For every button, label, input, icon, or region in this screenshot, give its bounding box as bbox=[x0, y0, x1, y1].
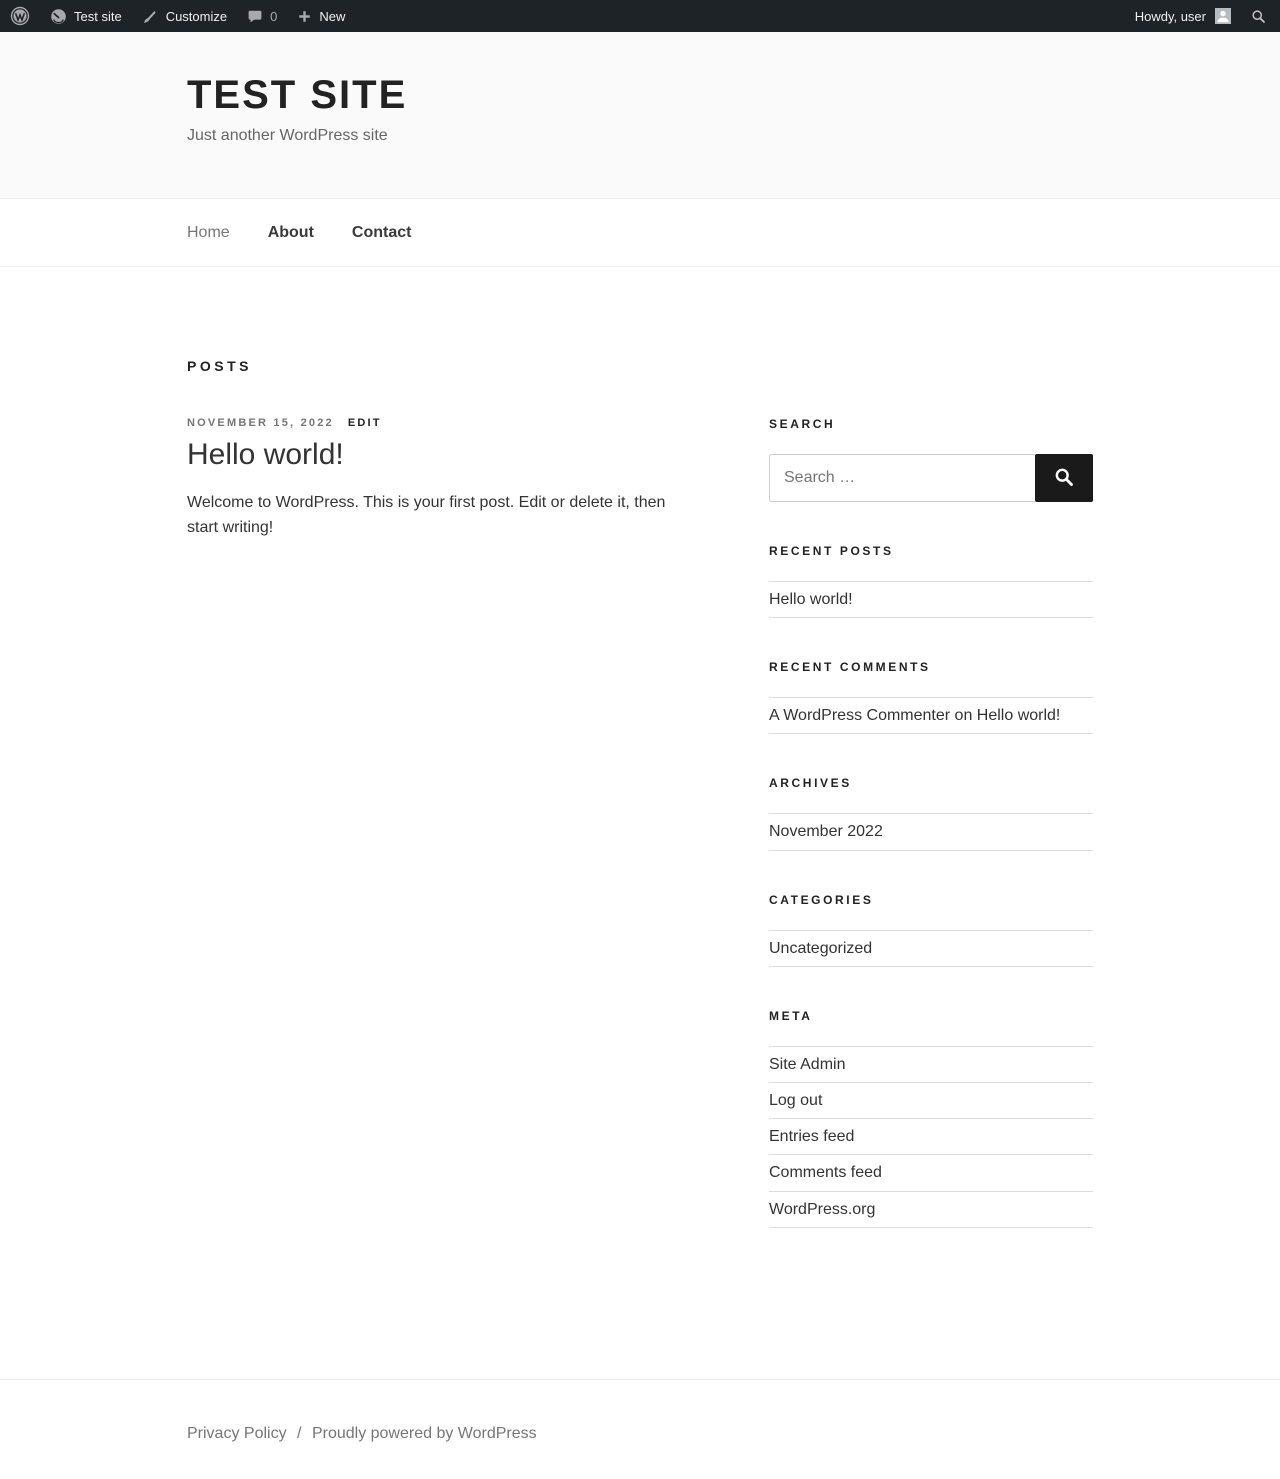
search-icon bbox=[1053, 466, 1075, 491]
widget-recent-posts-title: RECENT POSTS bbox=[769, 544, 894, 558]
list-item bbox=[769, 1083, 1093, 1119]
sidebar bbox=[769, 418, 1093, 1271]
site-footer bbox=[0, 1379, 1280, 1479]
widget-archives-title: ARCHIVES bbox=[769, 776, 852, 791]
search-submit-button[interactable] bbox=[1035, 454, 1093, 502]
site-header bbox=[0, 32, 1280, 198]
dashboard-gauge-icon bbox=[50, 8, 67, 25]
admin-bar-right bbox=[1125, 0, 1280, 32]
search-form bbox=[769, 454, 1093, 502]
list-item bbox=[769, 1192, 1093, 1228]
list-item bbox=[769, 698, 1093, 734]
post-meta bbox=[187, 417, 693, 430]
comment-connector: on bbox=[950, 707, 977, 725]
plus-icon bbox=[297, 9, 312, 24]
category-link[interactable]: Uncategorized bbox=[769, 939, 873, 957]
widget-meta bbox=[769, 1010, 1093, 1228]
adminbar-site-label: Test site bbox=[74, 8, 122, 24]
widget-recent-comments bbox=[769, 661, 1093, 734]
avatar bbox=[1215, 8, 1231, 24]
nav-item-home[interactable]: Home bbox=[187, 223, 230, 241]
post-title-link[interactable]: Hello world! bbox=[187, 438, 344, 472]
wordpress-logo-icon bbox=[10, 6, 30, 26]
post-excerpt: Welcome to WordPress. This is your first post. Edit or delete it, then start writing! bbox=[187, 493, 666, 537]
list-item bbox=[769, 1155, 1093, 1191]
widget-search bbox=[769, 418, 1093, 502]
post-date-link[interactable]: NOVEMBER 15, 2022 bbox=[187, 417, 334, 429]
list-item bbox=[769, 582, 1093, 618]
widget-recent-comments-title: RECENT COMMENTS bbox=[769, 660, 931, 675]
adminbar-search[interactable] bbox=[1241, 0, 1276, 32]
search-input[interactable] bbox=[769, 454, 1035, 502]
nav-item-about[interactable]: About bbox=[267, 223, 314, 241]
recent-post-link[interactable]: Hello world! bbox=[769, 591, 853, 608]
paintbrush-icon bbox=[142, 8, 159, 25]
comment-count: 0 bbox=[270, 8, 278, 24]
list-item bbox=[769, 1047, 1093, 1083]
adminbar-customize[interactable] bbox=[132, 0, 237, 32]
adminbar-new-label: New bbox=[319, 8, 346, 24]
meta-entries-feed-link[interactable]: Entries feed bbox=[769, 1128, 855, 1146]
archive-link[interactable]: November 2022 bbox=[769, 823, 883, 841]
meta-site-admin-link[interactable]: Site Admin bbox=[769, 1055, 846, 1073]
post-article bbox=[187, 417, 693, 541]
post-edit-link[interactable]: EDIT bbox=[347, 417, 382, 429]
adminbar-my-account[interactable] bbox=[1125, 0, 1241, 32]
list-item bbox=[769, 1119, 1093, 1155]
powered-by-link[interactable]: Proudly powered by WordPress bbox=[311, 1424, 537, 1442]
adminbar-site-name[interactable] bbox=[40, 0, 132, 32]
meta-log-out-link[interactable]: Log out bbox=[769, 1091, 823, 1109]
privacy-policy-link[interactable]: Privacy Policy bbox=[187, 1424, 287, 1442]
posts-column bbox=[187, 359, 693, 1271]
list-item bbox=[769, 814, 1093, 850]
admin-bar bbox=[0, 0, 1280, 32]
adminbar-customize-label: Customize bbox=[165, 8, 228, 24]
widget-recent-posts bbox=[769, 545, 1093, 618]
meta-wordpress-org-link[interactable]: WordPress.org bbox=[769, 1200, 876, 1218]
site-tagline: Just another WordPress site bbox=[187, 127, 388, 144]
comment-author-link[interactable]: A WordPress Commenter bbox=[769, 707, 951, 725]
comment-bubble-icon bbox=[247, 8, 263, 24]
main-nav bbox=[0, 198, 1280, 267]
nav-item-contact[interactable]: Contact bbox=[351, 223, 412, 241]
search-icon bbox=[1251, 9, 1266, 24]
howdy-text: Howdy, user bbox=[1134, 8, 1206, 24]
comment-post-link[interactable]: Hello world! bbox=[976, 707, 1061, 725]
site-title[interactable]: TEST SITE bbox=[187, 73, 408, 117]
page-title: POSTS bbox=[187, 358, 252, 374]
widget-archives bbox=[769, 777, 1093, 850]
list-item bbox=[769, 931, 1093, 967]
footer-separator: / bbox=[297, 1424, 302, 1442]
wp-logo-menu[interactable] bbox=[0, 0, 40, 32]
widget-search-title: SEARCH bbox=[769, 417, 836, 431]
widget-categories-title: CATEGORIES bbox=[769, 892, 874, 907]
content-area bbox=[187, 267, 1093, 1379]
meta-comments-feed-link[interactable]: Comments feed bbox=[769, 1164, 882, 1182]
adminbar-comments[interactable] bbox=[237, 0, 287, 32]
widget-meta-title: META bbox=[769, 1008, 813, 1023]
adminbar-new[interactable] bbox=[287, 0, 355, 32]
admin-bar-left bbox=[0, 0, 355, 32]
widget-categories bbox=[769, 894, 1093, 967]
